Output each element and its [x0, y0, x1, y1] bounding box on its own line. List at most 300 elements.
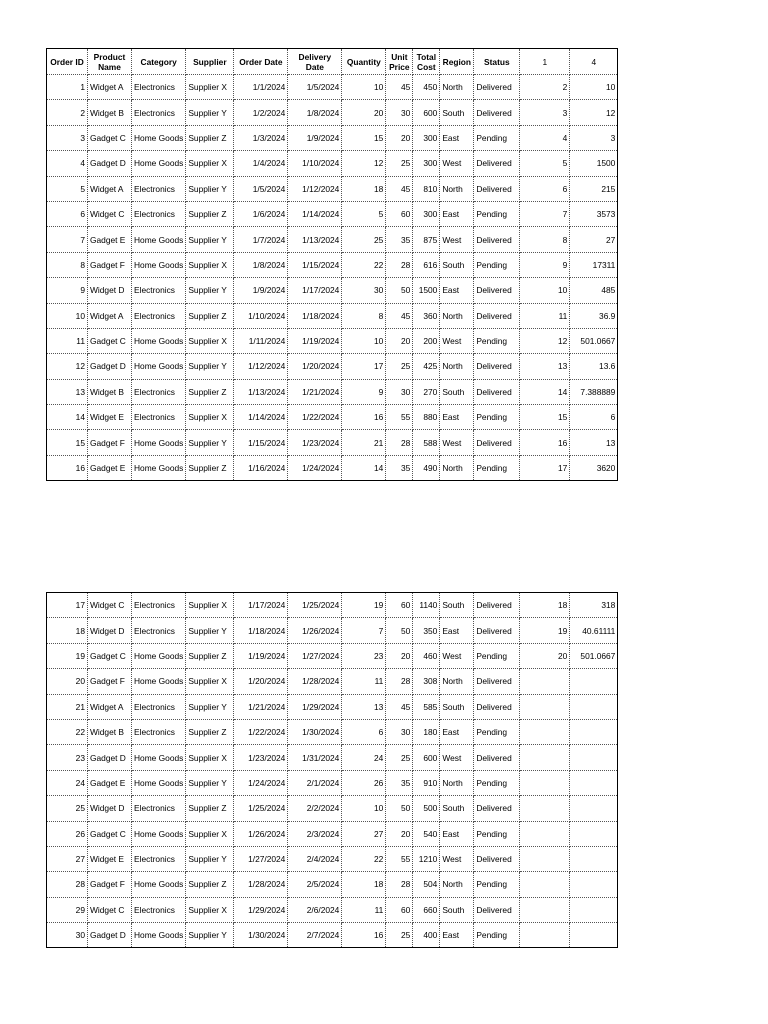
cell-total-cost: 910: [413, 770, 440, 795]
cell-total-cost: 660: [413, 897, 440, 922]
cell-order-id: 21: [47, 694, 88, 719]
cell-order-id: 19: [47, 643, 88, 668]
cell-product-name: Widget E: [88, 405, 132, 430]
cell-product-name: Widget E: [88, 846, 132, 871]
cell-region: East: [440, 923, 474, 948]
header-cell-order-id: Order ID: [47, 49, 88, 75]
cell-total-cost: 588: [413, 430, 440, 455]
header-cell-delivery-date: Delivery Date: [288, 49, 342, 75]
cell-delivery-date: 1/30/2024: [288, 719, 342, 744]
cell-product-name: Gadget D: [88, 354, 132, 379]
table-row: [47, 405, 618, 430]
cell-extra-2: 485: [570, 278, 618, 303]
cell-extra-1: 3: [520, 100, 570, 125]
cell-extra-2: 12: [570, 100, 618, 125]
table-row: [47, 796, 618, 821]
cell-supplier: Supplier Y: [186, 100, 234, 125]
cell-total-cost: 425: [413, 354, 440, 379]
header-cell-extra-2: 4: [570, 49, 618, 75]
cell-total-cost: 400: [413, 923, 440, 948]
cell-region: North: [440, 872, 474, 897]
cell-supplier: Supplier Z: [186, 796, 234, 821]
cell-product-name: Gadget D: [88, 745, 132, 770]
cell-region: North: [440, 176, 474, 201]
cell-quantity: 16: [342, 923, 386, 948]
cell-region: North: [440, 669, 474, 694]
cell-unit-price: 45: [386, 75, 413, 100]
cell-region: North: [440, 770, 474, 795]
cell-unit-price: 60: [386, 897, 413, 922]
cell-total-cost: 616: [413, 252, 440, 277]
cell-status: Pending: [474, 455, 520, 480]
cell-delivery-date: 1/23/2024: [288, 430, 342, 455]
cell-unit-price: 45: [386, 694, 413, 719]
cell-extra-2: [570, 872, 618, 897]
cell-region: South: [440, 252, 474, 277]
cell-total-cost: 270: [413, 379, 440, 404]
cell-region: West: [440, 846, 474, 871]
cell-order-date: 1/19/2024: [234, 643, 288, 668]
cell-quantity: 17: [342, 354, 386, 379]
cell-product-name: Gadget C: [88, 125, 132, 150]
cell-quantity: 12: [342, 151, 386, 176]
cell-status: Delivered: [474, 354, 520, 379]
cell-extra-2: [570, 694, 618, 719]
cell-total-cost: 540: [413, 821, 440, 846]
cell-extra-1: 12: [520, 328, 570, 353]
cell-delivery-date: 1/26/2024: [288, 618, 342, 643]
cell-order-id: 23: [47, 745, 88, 770]
cell-product-name: Widget B: [88, 379, 132, 404]
cell-category: Home Goods: [132, 430, 186, 455]
cell-region: South: [440, 796, 474, 821]
cell-unit-price: 55: [386, 846, 413, 871]
cell-extra-1: 10: [520, 278, 570, 303]
cell-extra-1: [520, 770, 570, 795]
cell-order-id: 20: [47, 669, 88, 694]
cell-total-cost: 810: [413, 176, 440, 201]
cell-extra-1: [520, 846, 570, 871]
cell-order-id: 15: [47, 430, 88, 455]
cell-supplier: Supplier Z: [186, 125, 234, 150]
cell-supplier: Supplier X: [186, 252, 234, 277]
cell-category: Electronics: [132, 100, 186, 125]
cell-status: Pending: [474, 770, 520, 795]
cell-quantity: 30: [342, 278, 386, 303]
cell-quantity: 22: [342, 846, 386, 871]
cell-supplier: Supplier X: [186, 151, 234, 176]
cell-region: West: [440, 328, 474, 353]
cell-quantity: 16: [342, 405, 386, 430]
cell-order-id: 28: [47, 872, 88, 897]
cell-delivery-date: 2/6/2024: [288, 897, 342, 922]
cell-unit-price: 25: [386, 151, 413, 176]
cell-region: East: [440, 278, 474, 303]
cell-delivery-date: 1/12/2024: [288, 176, 342, 201]
cell-total-cost: 880: [413, 405, 440, 430]
cell-product-name: Widget A: [88, 694, 132, 719]
cell-unit-price: 30: [386, 379, 413, 404]
table-row: [47, 719, 618, 744]
cell-category: Electronics: [132, 719, 186, 744]
cell-delivery-date: 2/7/2024: [288, 923, 342, 948]
table-row: [47, 278, 618, 303]
cell-extra-1: 14: [520, 379, 570, 404]
table-row: [47, 379, 618, 404]
cell-order-date: 1/5/2024: [234, 176, 288, 201]
cell-unit-price: 50: [386, 796, 413, 821]
cell-quantity: 25: [342, 227, 386, 252]
table-row: [47, 593, 618, 618]
cell-order-date: 1/17/2024: [234, 593, 288, 618]
table-row: [47, 846, 618, 871]
cell-extra-2: 3620: [596, 463, 616, 474]
cell-unit-price: 20: [386, 125, 413, 150]
table-row: [47, 252, 618, 277]
cell-status: Delivered: [474, 694, 520, 719]
cell-extra-1: 6: [520, 176, 570, 201]
cell-product-name: Gadget F: [88, 872, 132, 897]
header-row: [47, 49, 618, 75]
cell-unit-price: 35: [386, 770, 413, 795]
cell-status: Pending: [474, 405, 520, 430]
header-cell-status: Status: [474, 49, 520, 75]
table-row: [47, 872, 618, 897]
table-row: [47, 923, 618, 948]
cell-extra-1: 7: [520, 201, 570, 226]
cell-unit-price: 30: [386, 719, 413, 744]
cell-quantity: 5: [342, 201, 386, 226]
cell-supplier: Supplier Z: [186, 719, 234, 744]
cell-order-id: 3: [47, 125, 88, 150]
cell-extra-1: 11: [520, 303, 570, 328]
cell-order-date: 1/14/2024: [234, 405, 288, 430]
cell-unit-price: 25: [386, 923, 413, 948]
cell-order-date: 1/13/2024: [234, 379, 288, 404]
header-cell-region: Region: [440, 49, 474, 75]
cell-status: Delivered: [474, 151, 520, 176]
cell-category: Electronics: [132, 618, 186, 643]
cell-region: South: [440, 379, 474, 404]
cell-product-name: Gadget C: [88, 821, 132, 846]
cell-extra-2: 10: [570, 75, 618, 100]
cell-order-id: 16: [47, 455, 88, 480]
cell-status: Delivered: [474, 75, 520, 100]
header-cell-order-date: Order Date: [234, 49, 288, 75]
cell-delivery-date: 1/24/2024: [288, 455, 342, 480]
cell-product-name: Widget B: [88, 100, 132, 125]
cell-extra-2: [570, 796, 618, 821]
cell-supplier: Supplier X: [186, 821, 234, 846]
cell-delivery-date: 2/2/2024: [288, 796, 342, 821]
cell-order-id: 4: [47, 151, 88, 176]
cell-total-cost: 600: [413, 745, 440, 770]
cell-category: Home Goods: [132, 872, 186, 897]
cell-supplier: Supplier Z: [186, 201, 234, 226]
cell-delivery-date: 1/29/2024: [288, 694, 342, 719]
cell-category: Electronics: [132, 176, 186, 201]
cell-extra-2: [570, 923, 618, 948]
table-row: [47, 745, 618, 770]
cell-region: East: [440, 618, 474, 643]
cell-category: Home Goods: [132, 227, 186, 252]
cell-supplier: Supplier Y: [186, 278, 234, 303]
cell-unit-price: 20: [386, 821, 413, 846]
cell-delivery-date: 2/4/2024: [288, 846, 342, 871]
cell-extra-2: 27: [570, 227, 618, 252]
cell-extra-1: 15: [520, 405, 570, 430]
cell-quantity: 19: [342, 593, 386, 618]
cell-region: East: [440, 125, 474, 150]
cell-quantity: 13: [342, 694, 386, 719]
cell-category: Electronics: [132, 278, 186, 303]
cell-delivery-date: 1/8/2024: [288, 100, 342, 125]
header-cell-quantity: Quantity: [342, 49, 386, 75]
cell-region: East: [440, 201, 474, 226]
cell-total-cost: 1500: [413, 278, 440, 303]
cell-status: Pending: [474, 719, 520, 744]
cell-extra-2: 215: [570, 176, 618, 201]
cell-unit-price: 30: [386, 100, 413, 125]
cell-unit-price: 20: [386, 643, 413, 668]
cell-category: Home Goods: [132, 923, 186, 948]
cell-quantity: 11: [342, 897, 386, 922]
cell-extra-1: [520, 669, 570, 694]
cell-category: Home Goods: [132, 669, 186, 694]
cell-order-date: 1/11/2024: [234, 328, 288, 353]
cell-category: Electronics: [132, 846, 186, 871]
cell-status: Delivered: [474, 278, 520, 303]
cell-extra-1: 9: [520, 252, 570, 277]
cell-delivery-date: 1/22/2024: [288, 405, 342, 430]
cell-quantity: 15: [342, 125, 386, 150]
cell-delivery-date: 1/28/2024: [288, 669, 342, 694]
cell-category: Electronics: [132, 405, 186, 430]
cell-extra-1: [520, 821, 570, 846]
header-cell-total-cost: Total Cost: [413, 49, 440, 75]
cell-order-date: 1/26/2024: [234, 821, 288, 846]
cell-extra-2: [570, 846, 618, 871]
table-row: [47, 227, 618, 252]
cell-order-date: 1/10/2024: [234, 303, 288, 328]
cell-status: Delivered: [474, 100, 520, 125]
cell-status: Pending: [474, 328, 520, 353]
cell-extra-1: [520, 719, 570, 744]
table-row: [47, 176, 618, 201]
cell-category: Home Goods: [132, 643, 186, 668]
cell-order-id: 27: [47, 846, 88, 871]
cell-order-id: 9: [47, 278, 88, 303]
cell-extra-2: 7.388889: [570, 379, 618, 404]
cell-product-name: Gadget E: [88, 770, 132, 795]
cell-quantity: 10: [342, 75, 386, 100]
cell-product-name: Gadget C: [88, 643, 132, 668]
cell-delivery-date: 1/10/2024: [288, 151, 342, 176]
cell-delivery-date: 1/9/2024: [288, 125, 342, 150]
cell-product-name: Widget B: [88, 719, 132, 744]
cell-total-cost: 200: [413, 328, 440, 353]
cell-total-cost: 875: [413, 227, 440, 252]
cell-extra-1: 2: [520, 75, 570, 100]
cell-order-id: 13: [47, 379, 88, 404]
table-row: [47, 618, 618, 643]
cell-status: Pending: [474, 821, 520, 846]
table-row: [47, 897, 618, 922]
cell-unit-price: 60: [386, 201, 413, 226]
cell-total-cost: 504: [413, 872, 440, 897]
cell-region: East: [440, 719, 474, 744]
cell-order-date: 1/27/2024: [234, 846, 288, 871]
table-row: [47, 125, 618, 150]
cell-category: Home Goods: [132, 821, 186, 846]
cell-total-cost: 300: [413, 151, 440, 176]
cell-unit-price: 28: [386, 252, 413, 277]
cell-extra-2: 501.0667: [570, 328, 618, 353]
cell-extra-1: 5: [520, 151, 570, 176]
cell-extra-1: [520, 872, 570, 897]
cell-category: Home Goods: [132, 328, 186, 353]
cell-order-date: 1/12/2024: [234, 354, 288, 379]
cell-delivery-date: 1/18/2024: [288, 303, 342, 328]
cell-supplier: Supplier Z: [186, 872, 234, 897]
cell-order-date: 1/2/2024: [234, 100, 288, 125]
cell-supplier: Supplier Y: [186, 846, 234, 871]
cell-extra-2: 3573: [570, 201, 618, 226]
cell-extra-2: [570, 669, 618, 694]
cell-order-date: 1/22/2024: [234, 719, 288, 744]
cell-extra-2: [570, 719, 618, 744]
cell-region: West: [440, 227, 474, 252]
cell-order-id: 2: [47, 100, 88, 125]
cell-extra-1: [520, 923, 570, 948]
cell-extra-2: [570, 821, 618, 846]
cell-region: West: [440, 745, 474, 770]
cell-product-name: Widget D: [88, 618, 132, 643]
cell-supplier: Supplier X: [186, 897, 234, 922]
cell-status: Delivered: [474, 669, 520, 694]
cell-unit-price: 20: [386, 328, 413, 353]
cell-delivery-date: 1/21/2024: [288, 379, 342, 404]
cell-order-date: 1/15/2024: [234, 430, 288, 455]
cell-supplier: Supplier Y: [186, 694, 234, 719]
cell-category: Home Goods: [132, 252, 186, 277]
cell-total-cost: 360: [413, 303, 440, 328]
cell-extra-1: 19: [520, 618, 570, 643]
cell-total-cost: 460: [413, 643, 440, 668]
cell-status: Delivered: [474, 593, 520, 618]
cell-delivery-date: 1/25/2024: [288, 593, 342, 618]
cell-unit-price: 50: [386, 278, 413, 303]
cell-total-cost: 180: [413, 719, 440, 744]
cell-region: North: [440, 303, 474, 328]
cell-order-date: 1/1/2024: [234, 75, 288, 100]
cell-quantity: 11: [342, 669, 386, 694]
cell-unit-price: 25: [386, 745, 413, 770]
cell-order-id: 10: [47, 303, 88, 328]
cell-delivery-date: 1/13/2024: [288, 227, 342, 252]
header-cell-product-name: Product Name: [88, 49, 132, 75]
cell-delivery-date: 1/5/2024: [288, 75, 342, 100]
cell-region: West: [440, 643, 474, 668]
cell-status: Delivered: [474, 227, 520, 252]
header-cell-unit-price: Unit Price: [386, 49, 413, 75]
cell-supplier: Supplier Z: [186, 303, 234, 328]
cell-extra-2: 6: [570, 405, 618, 430]
cell-delivery-date: 1/17/2024: [288, 278, 342, 303]
cell-total-cost: 308: [413, 669, 440, 694]
cell-total-cost: 585: [413, 694, 440, 719]
cell-extra-1: 20: [520, 643, 570, 668]
cell-quantity: 23: [342, 643, 386, 668]
cell-unit-price: 28: [386, 872, 413, 897]
cell-order-id: 30: [47, 923, 88, 948]
table-row: [47, 75, 618, 100]
table-row: [47, 151, 618, 176]
cell-status: Delivered: [474, 430, 520, 455]
cell-category: Home Goods: [132, 455, 186, 480]
cell-region: North: [440, 455, 474, 480]
cell-order-id: 8: [47, 252, 88, 277]
cell-quantity: 22: [342, 252, 386, 277]
cell-order-date: 1/8/2024: [234, 252, 288, 277]
cell-status: Pending: [474, 125, 520, 150]
cell-region: South: [440, 694, 474, 719]
cell-order-date: 1/16/2024: [234, 455, 288, 480]
cell-extra-2: 1500: [570, 151, 618, 176]
cell-unit-price: 28: [386, 669, 413, 694]
cell-quantity: 6: [342, 719, 386, 744]
cell-unit-price: 28: [386, 430, 413, 455]
table-row: [47, 821, 618, 846]
header-cell-supplier: Supplier: [186, 49, 234, 75]
cell-order-id: 25: [47, 796, 88, 821]
cell-supplier: Supplier X: [186, 745, 234, 770]
cell-quantity: 10: [342, 328, 386, 353]
cell-status: Delivered: [474, 303, 520, 328]
table-row: [47, 201, 618, 226]
cell-extra-2: 40.61111: [570, 618, 618, 643]
cell-product-name: Gadget D: [88, 923, 132, 948]
cell-category: Home Goods: [132, 151, 186, 176]
cell-delivery-date: 2/5/2024: [288, 872, 342, 897]
cell-order-date: 1/24/2024: [234, 770, 288, 795]
cell-order-id: 7: [47, 227, 88, 252]
cell-region: South: [440, 593, 474, 618]
cell-region: East: [440, 405, 474, 430]
cell-supplier: Supplier Y: [186, 176, 234, 201]
cell-delivery-date: 1/14/2024: [288, 201, 342, 226]
cell-product-name: Gadget C: [88, 328, 132, 353]
cell-supplier: Supplier X: [186, 405, 234, 430]
cell-product-name: Widget C: [88, 201, 132, 226]
cell-order-date: 1/3/2024: [234, 125, 288, 150]
cell-status: Delivered: [474, 379, 520, 404]
cell-status: Pending: [474, 201, 520, 226]
table-row: [47, 694, 618, 719]
cell-extra-1: 17: [520, 455, 570, 480]
cell-status: Pending: [474, 252, 520, 277]
cell-order-date: 1/25/2024: [234, 796, 288, 821]
cell-status: Delivered: [474, 897, 520, 922]
cell-order-id: 29: [47, 897, 88, 922]
cell-order-date: 1/20/2024: [234, 669, 288, 694]
cell-unit-price: 35: [386, 227, 413, 252]
cell-order-id: 5: [47, 176, 88, 201]
cell-order-date: 1/21/2024: [234, 694, 288, 719]
table-row: [47, 303, 618, 328]
cell-product-name: Widget C: [88, 897, 132, 922]
cell-category: Home Goods: [132, 125, 186, 150]
